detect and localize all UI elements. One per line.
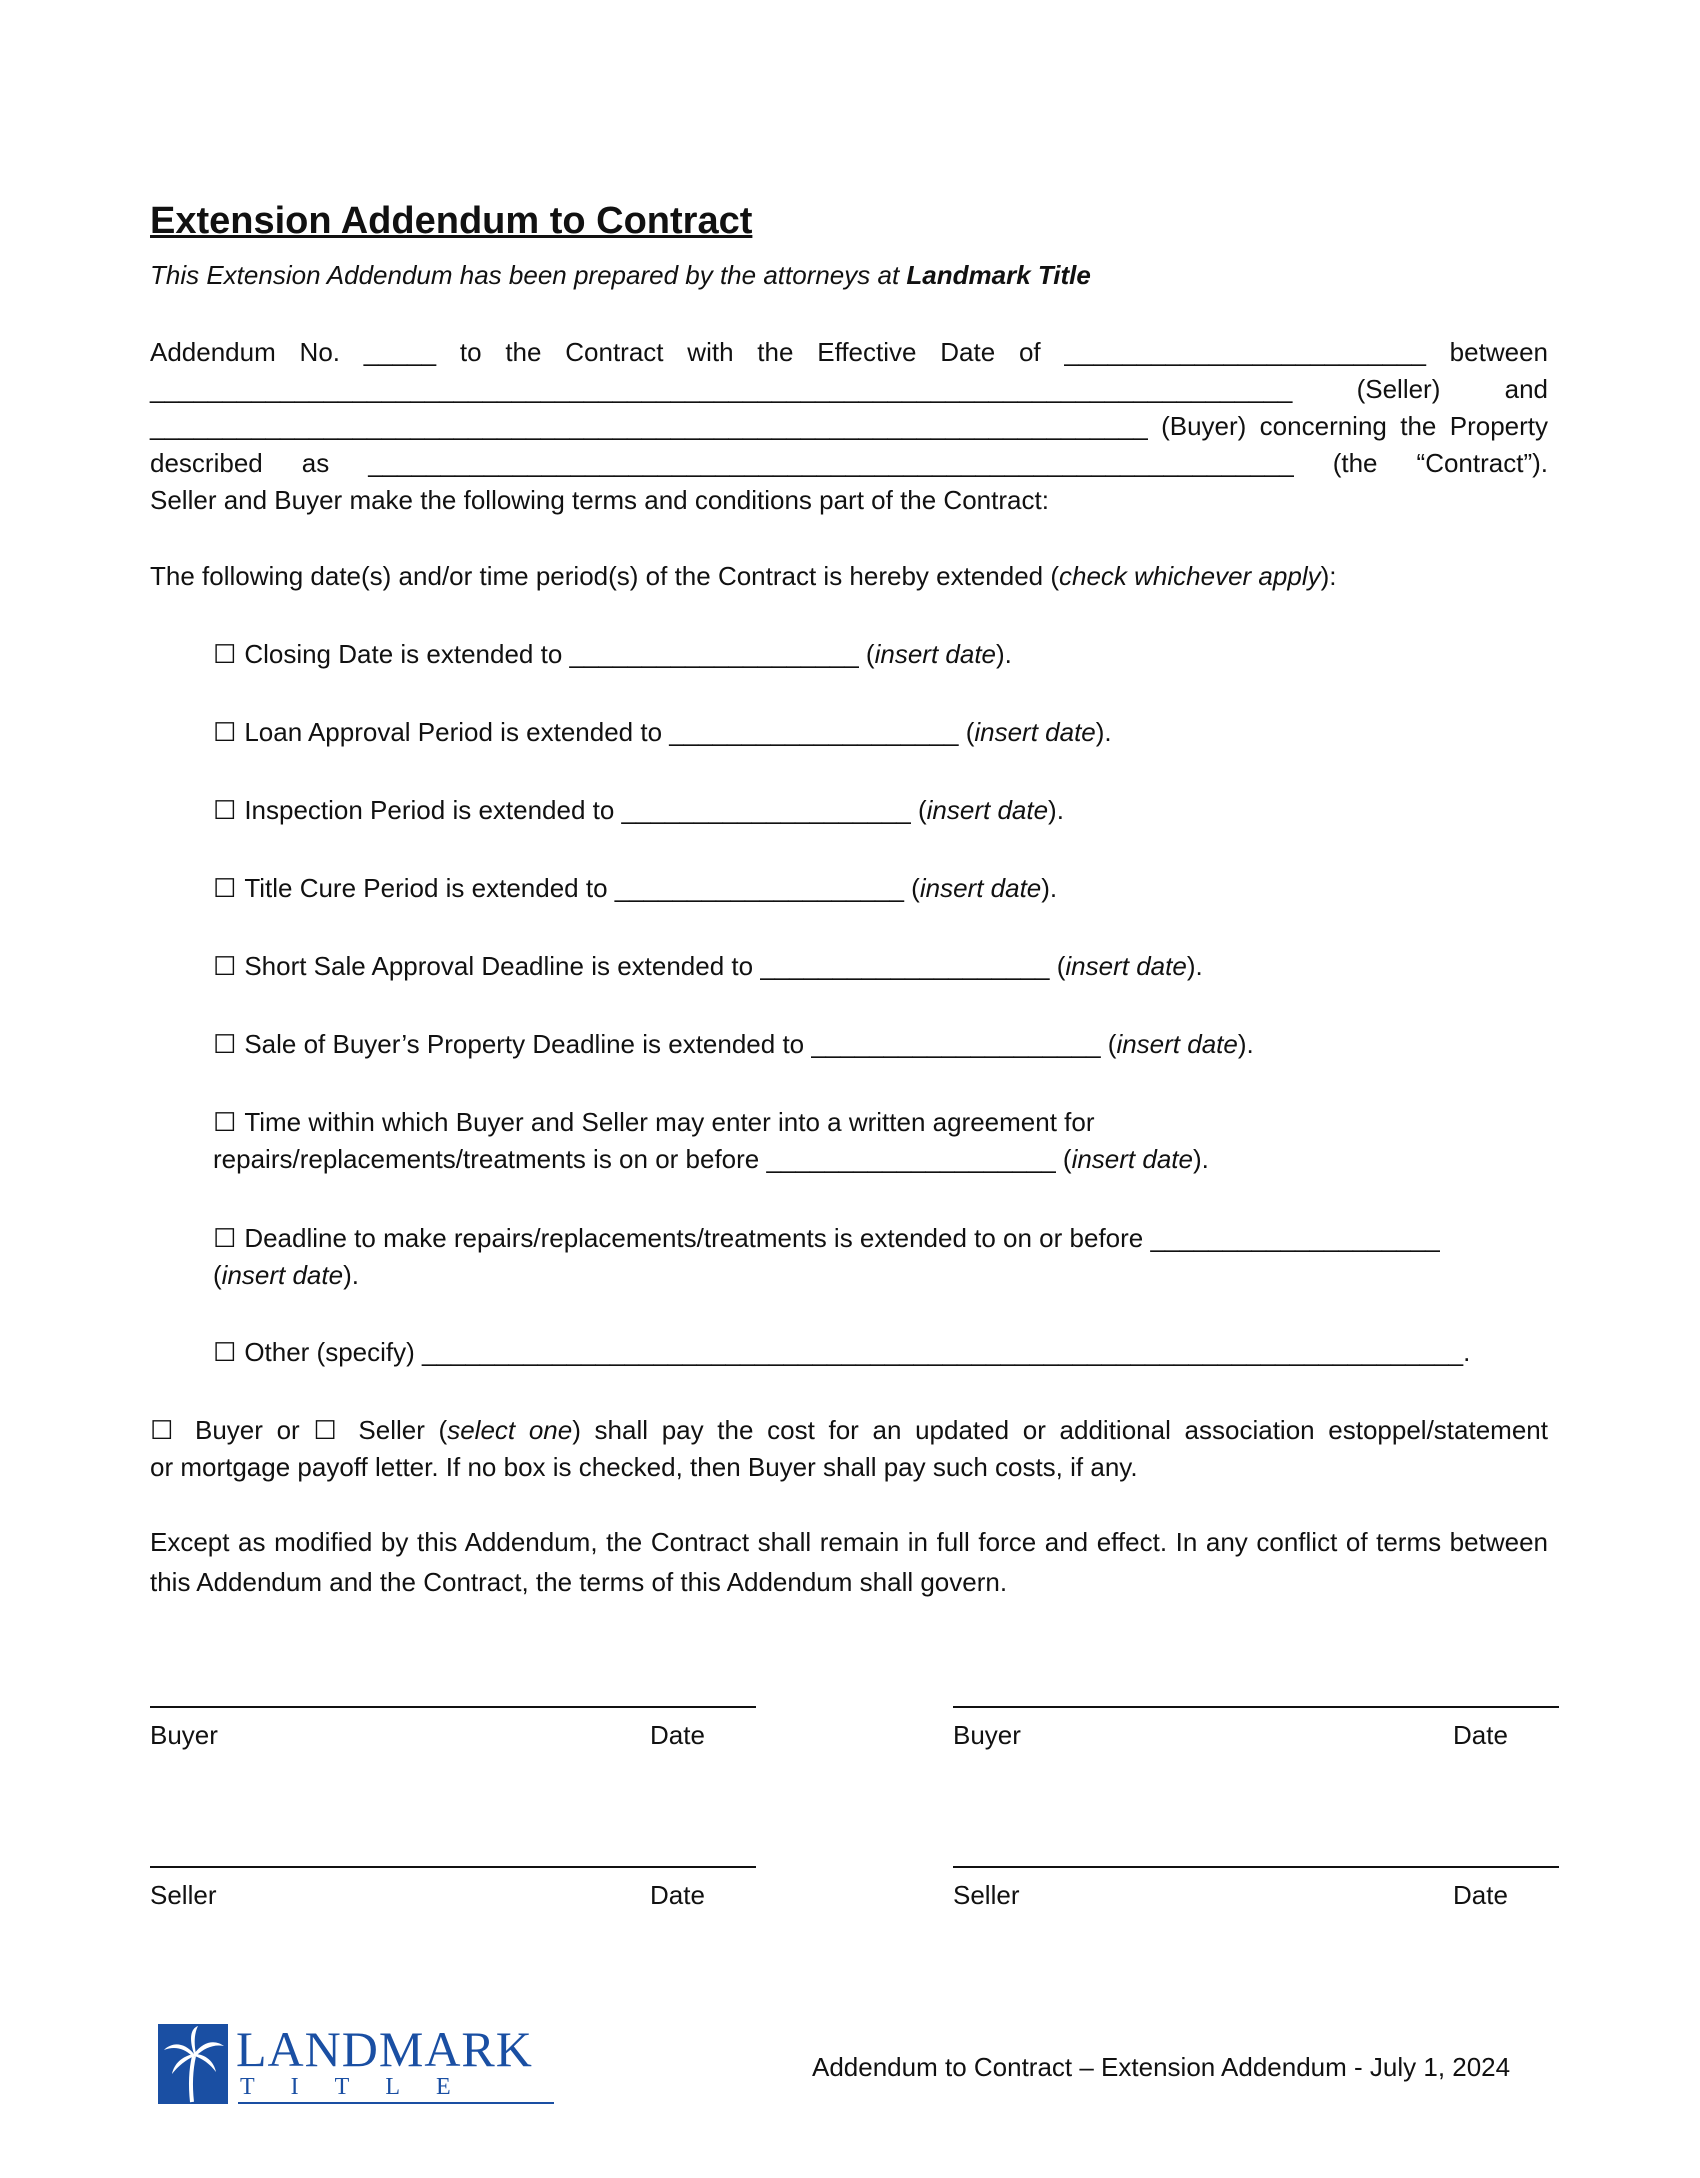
buyer-signature-line-2[interactable] [953, 1706, 1559, 1708]
landmark-title-logo [158, 2020, 558, 2106]
intro-line-1[interactable]: Addendum No. _____ to the Contract with the Effective Date of _________________________ between [150, 337, 1548, 367]
logo-wordmark: LANDMARK [236, 2021, 533, 2077]
item-repairs-agreement [213, 1104, 1548, 1178]
subtitle-brand: Landmark Title [906, 260, 1091, 290]
item-open-paren: ( [213, 1260, 222, 1290]
item-label[interactable]: Other (specify) ________________________________________________________________________. [244, 1337, 1471, 1367]
date-label-1: Date [650, 1720, 705, 1750]
footer-text: Addendum to Contract – Extension Addendum - July 1, 2024 [812, 2052, 1511, 2082]
item-label[interactable]: Title Cure Period is extended to ____________________ ( [244, 873, 920, 903]
item-label[interactable]: Inspection Period is extended to ____________________ ( [244, 795, 927, 825]
insert-date-hint: insert date [919, 873, 1042, 903]
intro-line-4[interactable]: described as ________________________________________________________________ (the “Contract”). [150, 448, 1548, 478]
item-sale-buyers-property [213, 1026, 1548, 1063]
item-other [213, 1334, 1548, 1371]
repairs-deadline-line-2 [213, 1257, 1548, 1294]
checkbox-short-sale[interactable]: ☐ [213, 951, 237, 981]
extension-intro-text: The following date(s) and/or time period(s) of the Contract is hereby extended ( [150, 561, 1060, 591]
page-title: Extension Addendum to Contract [150, 200, 753, 242]
repairs-deadline-line-1 [213, 1220, 1548, 1257]
seller-label-2: Seller [953, 1880, 1020, 1910]
logo-rule [238, 2102, 554, 2104]
intro-line-2[interactable]: _______________________________________________________________________________ (Seller) and [150, 374, 1548, 404]
seller-label-1: Seller [150, 1880, 217, 1910]
payment-buyer: Buyer or [195, 1415, 300, 1445]
date-label-3: Date [650, 1880, 705, 1910]
insert-date-hint: insert date [974, 717, 1096, 747]
item-short-sale [213, 948, 1548, 985]
checkbox-loan-approval[interactable]: ☐ [213, 717, 237, 747]
intro-paragraph [150, 334, 1548, 519]
subtitle-text: This Extension Addendum has been prepared by the attorneys at [150, 260, 907, 290]
payment-seller: Seller ( [358, 1415, 448, 1445]
item-title-cure [213, 870, 1548, 907]
payment-select-hint: select one [447, 1415, 573, 1445]
page-subtitle [150, 260, 1091, 291]
insert-date-hint: insert date [926, 795, 1049, 825]
item-repairs-deadline [213, 1220, 1548, 1294]
checkbox-repairs-agreement[interactable]: ☐ [213, 1107, 237, 1137]
item-closing-date [213, 636, 1548, 673]
logo-subtitle: TITLE [240, 2074, 487, 2100]
closing-paragraph: Except as modified by this Addendum, the Contract shall remain in full force and effect. In any conflict of terms between this Addendum and the Contract, the terms of this Addendum shall govern. [150, 1527, 1548, 1597]
insert-date-hint: insert date [1071, 1144, 1193, 1174]
item-label[interactable]: Deadline to make repairs/replacements/treatments is extended to on or before ____________________ [244, 1223, 1440, 1253]
checkbox-title-cure[interactable]: ☐ [213, 873, 237, 903]
item-inspection-period [213, 792, 1548, 829]
insert-date-hint: insert date [1116, 1029, 1238, 1059]
seller-signature-line-1[interactable] [150, 1866, 756, 1868]
item-end: ). [1192, 1144, 1209, 1174]
payment-paragraph [150, 1412, 1548, 1486]
item-end: ). [1041, 873, 1058, 903]
checkbox-repairs-deadline[interactable]: ☐ [213, 1223, 237, 1253]
item-end: ). [1048, 795, 1064, 825]
palm-tree-icon [158, 2024, 228, 2104]
buyer-signature-line-1[interactable] [150, 1706, 756, 1708]
date-label-2: Date [1453, 1720, 1508, 1750]
checkbox-closing-date[interactable]: ☐ [213, 639, 237, 669]
intro-line-3[interactable]: _____________________________________________________________________ (Buyer) concerning the Property [150, 411, 1548, 441]
item-loan-approval [213, 714, 1548, 751]
item-end: ). [1095, 717, 1112, 747]
item-label[interactable]: Short Sale Approval Deadline is extended to ____________________ ( [244, 951, 1066, 981]
insert-date-hint: insert date [221, 1260, 344, 1290]
checkbox-buyer-pays[interactable]: ☐ [150, 1415, 174, 1445]
item-end: ). [996, 639, 1012, 669]
item-label: Time within which Buyer and Seller may enter into a written agreement for [244, 1107, 1095, 1137]
intro-line-5: Seller and Buyer make the following terms and conditions part of the Contract: [150, 485, 1049, 515]
buyer-label-2: Buyer [953, 1720, 1021, 1750]
checkbox-seller-pays[interactable]: ☐ [313, 1415, 337, 1445]
item-label-2[interactable]: repairs/replacements/treatments is on or before ____________________ ( [213, 1144, 1072, 1174]
item-end: ). [1186, 951, 1203, 981]
extension-intro-italic: check whichever apply [1059, 561, 1321, 591]
date-label-4: Date [1453, 1880, 1508, 1910]
checkbox-other[interactable]: ☐ [213, 1337, 237, 1367]
item-label[interactable]: Loan Approval Period is extended to ____________________ ( [244, 717, 975, 747]
buyer-label-1: Buyer [150, 1720, 218, 1750]
repairs-agreement-line-1 [213, 1104, 1548, 1141]
extension-intro [150, 558, 1548, 595]
repairs-agreement-line-2 [213, 1141, 1548, 1178]
item-end: ). [343, 1260, 359, 1290]
addendum-page [150, 0, 1548, 2178]
checkbox-sale-buyers-property[interactable]: ☐ [213, 1029, 237, 1059]
insert-date-hint: insert date [874, 639, 996, 669]
extension-intro-end: ): [1320, 561, 1337, 591]
item-label[interactable]: Sale of Buyer’s Property Deadline is extended to ____________________ ( [244, 1029, 1117, 1059]
payment-line-2: or mortgage payoff letter. If no box is checked, then Buyer shall pay such costs, if any. [150, 1452, 1138, 1482]
item-end: ). [1237, 1029, 1254, 1059]
insert-date-hint: insert date [1065, 951, 1187, 981]
payment-line-1 [150, 1412, 1548, 1449]
item-label[interactable]: Closing Date is extended to ____________________ ( [244, 639, 875, 669]
payment-line-1-end: ) shall pay the cost for an updated or additional association estoppel/statement [572, 1415, 1548, 1445]
seller-signature-line-2[interactable] [953, 1866, 1559, 1868]
checkbox-inspection-period[interactable]: ☐ [213, 795, 237, 825]
